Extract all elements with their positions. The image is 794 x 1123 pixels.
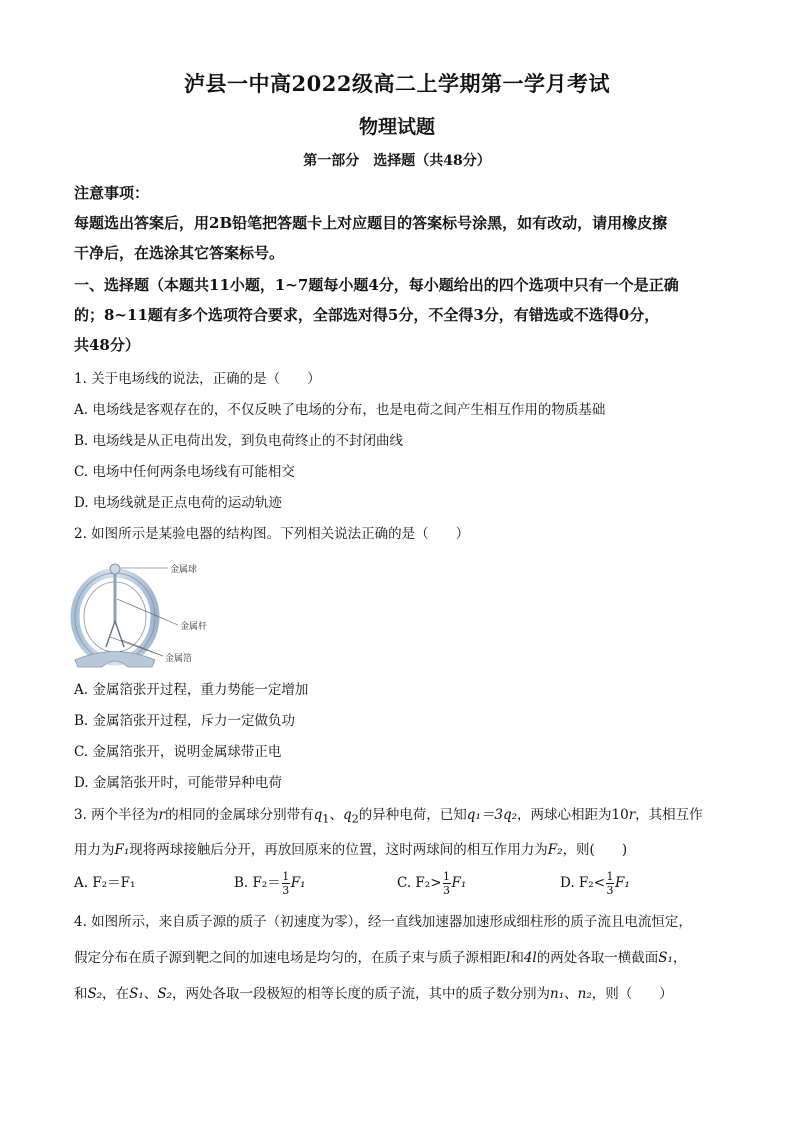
text: 和 (510, 950, 524, 966)
text: ， (672, 950, 687, 966)
var-r: r (628, 807, 636, 823)
question-2 (74, 519, 722, 550)
fraction (443, 871, 451, 896)
notice-heading: 注意事项： (74, 184, 150, 202)
section-line: 一、选择题（本题共11小题，1~7题每小题4分，每小题给出的四个选项中只有一个是正确 (74, 276, 679, 294)
option-c: C. 金属箔张开，说明金属球带正电 (74, 744, 282, 760)
electroscope-figure (70, 555, 250, 670)
section-instructions (74, 270, 722, 360)
part-title: 第一部分 选择题（共48分） (303, 153, 491, 169)
denominator: 3 (282, 883, 290, 897)
denominator: 3 (443, 883, 451, 897)
subscript: 2 (351, 812, 359, 826)
option-b: B. 金属箔张开过程，斥力一定做负功 (74, 713, 296, 729)
var-n2: n₂ (577, 986, 592, 1002)
var-F1: F₁ (451, 874, 467, 891)
question-stem: 1. 关于电场线的说法，正确的是（ ） (74, 371, 321, 387)
text: ，则（ ） (591, 986, 673, 1002)
equation: q₁＝3q₂ (466, 807, 517, 823)
question-stem: 2. 如图所示是某验电器的结构图。下列相关说法正确的是（ ） (74, 526, 470, 542)
question-3 (74, 800, 722, 899)
text: 、 (329, 807, 343, 823)
electroscope-diagram (70, 555, 250, 670)
question-2-options (74, 675, 722, 799)
options-row (74, 868, 722, 899)
option-b (234, 868, 397, 899)
numerator: 1 (606, 869, 614, 883)
label-metal-rod: 金属杆 (180, 622, 208, 632)
notice-line: 每题选出答案后，用2B铅笔把答题卡上对应题目的答案标号涂黑，如有改动，请用橡皮擦 (74, 214, 668, 232)
option-d (560, 868, 630, 899)
text: B. F₂＝ (234, 874, 281, 891)
var-q1: q (313, 807, 323, 823)
var-r: r (158, 807, 166, 823)
section-line: 共48分） (74, 336, 140, 354)
text: 的相同的金属球分别带有 (165, 807, 314, 823)
question-stem-line (74, 976, 722, 1012)
text: ，则( ) (562, 841, 628, 858)
subject-title: 物理试题 (358, 116, 435, 138)
var-l: l (506, 950, 511, 966)
numerator: 1 (282, 869, 290, 883)
subscript: 1 (322, 812, 330, 826)
question-stem-line (74, 800, 722, 835)
question-1 (74, 364, 722, 519)
option-d: D. 金属箔张开时，可能带异种电荷 (74, 775, 282, 791)
text: 3. 两个半径为 (74, 807, 159, 823)
question-stem-line (74, 940, 722, 976)
var-F1: F₁ (114, 841, 130, 858)
var-S1: S₁ (129, 986, 144, 1002)
question-4 (74, 904, 722, 1012)
var-q2: q (342, 807, 352, 823)
option-a: A. 电场线是客观存在的，不仅反映了电场的分布，也是电荷之间产生相互作用的物质基础 (74, 402, 606, 418)
text: D. F₂< (560, 874, 606, 891)
label-metal-ball: 金属球 (170, 565, 198, 575)
text: 用力为 (74, 841, 115, 858)
option-a: A. 金属箔张开过程，重力势能一定增加 (74, 682, 309, 698)
var-F2: F₂ (547, 841, 563, 858)
text: 、 (564, 986, 578, 1002)
var-S2: S₂ (87, 986, 103, 1002)
text: 的异种电荷，已知 (358, 807, 467, 823)
option-c (397, 868, 560, 899)
notice-line: 干净后，在选涂其它答案标号。 (74, 244, 285, 262)
text: 假定分布在质子源到靶之间的加速电场是均匀的，在质子束与质子源相距 (74, 950, 506, 966)
var-S2: S₂ (157, 986, 173, 1002)
text: ，两处各取一段极短的相等长度的质子流，其中的质子数分别为 (172, 986, 551, 1002)
text: ，其相互作 (635, 807, 703, 823)
notice-section (74, 178, 722, 268)
text: 现将两球接触后分开，再放回原来的位置，这时两球间的相互作用力为 (129, 841, 548, 858)
section-line: 的；8~11题有多个选项符合要求，全部选对得5分，不全得3分，有错选或不选得0分， (74, 306, 660, 324)
numerator: 1 (443, 869, 451, 883)
option-a: A. F₂＝F₁ (74, 874, 136, 891)
exam-title: 泸县一中高2022级高二上学期第一学月考试 (184, 71, 610, 96)
fraction (606, 871, 614, 896)
text: ，在 (102, 986, 130, 1002)
option-d: D. 电场线就是正点电荷的运动轨迹 (74, 495, 282, 511)
question-stem-line (74, 835, 722, 866)
text: 和 (74, 986, 88, 1002)
fraction (282, 871, 290, 896)
denominator: 3 (606, 883, 614, 897)
var-n1: n₁ (550, 986, 565, 1002)
label-metal-foil: 金属箔 (165, 654, 193, 664)
question-stem-line: 4. 如图所示，来自质子源的质子（初速度为零），经一直线加速器加速形成细柱形的质子流且电流恒定， (74, 914, 692, 930)
option-b: B. 电场线是从正电荷出发，到负电荷终止的不封闭曲线 (74, 433, 404, 449)
var-S1: S₁ (658, 950, 673, 966)
text: ，两球心相距为10 (517, 807, 629, 823)
var-4l: 4l (523, 950, 537, 966)
text: 、 (143, 986, 158, 1002)
var-F1: F₁ (615, 874, 630, 891)
option-c: C. 电场中任何两条电场线有可能相交 (74, 464, 295, 480)
text: 的两处各取一横截面 (536, 950, 659, 966)
var-F1: F₁ (290, 874, 306, 891)
text: C. F₂> (397, 874, 442, 891)
